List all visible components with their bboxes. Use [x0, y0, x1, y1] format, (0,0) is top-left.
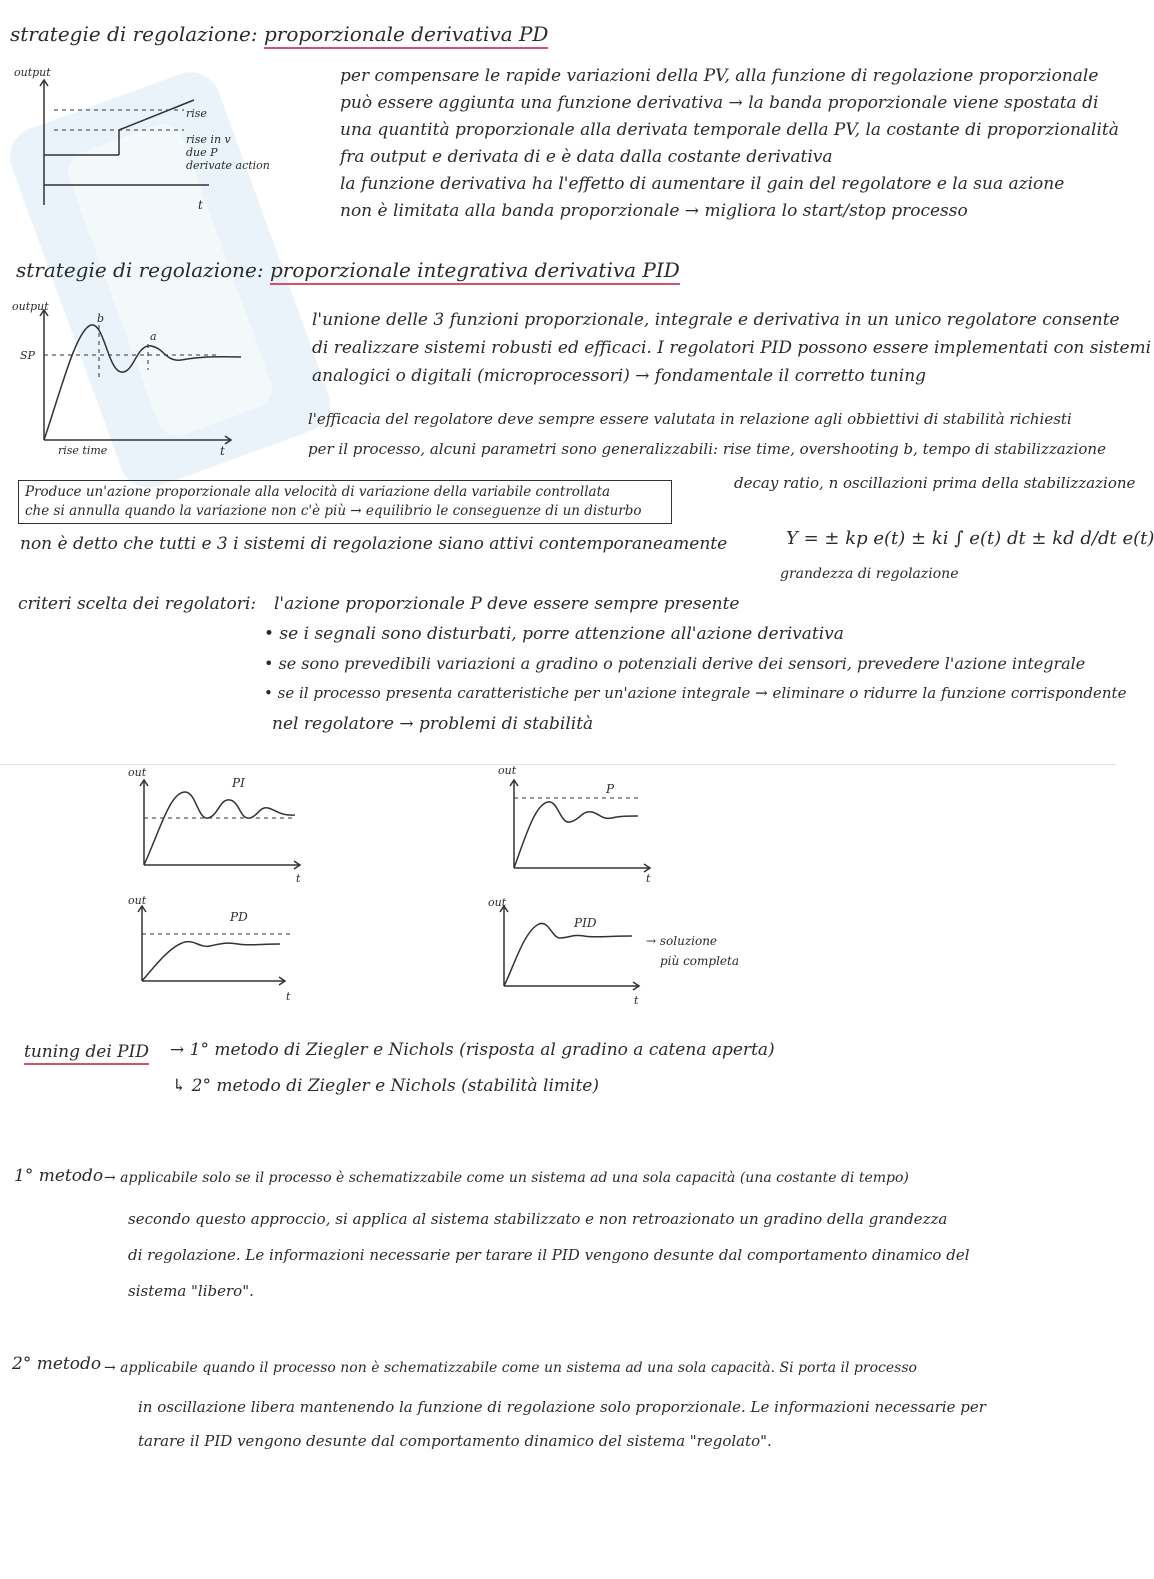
method-2-line: in oscillazione libera mantenendo la funzione di regolazione solo proporzionale. Le informazioni necessarie per: [138, 1398, 986, 1416]
tuning-method-2: [172, 1076, 599, 1096]
page-break-line: [0, 764, 1116, 765]
rise-label: rise: [186, 107, 207, 120]
graph-x-label: t: [296, 872, 301, 885]
tuning-title-text: tuning dei PID: [24, 1042, 149, 1065]
pid-solution-note: → soluzione: [646, 934, 718, 948]
rise-time-label: rise time: [58, 444, 108, 457]
section-pid-title: [16, 258, 680, 282]
pid-step-response-figure: [16, 300, 266, 470]
tuning-method-1: [170, 1040, 775, 1060]
method-1-line: di regolazione. Le informazioni necessarie per tarare il PID vengono desunte dal comportamento dinamico del: [128, 1246, 970, 1264]
pi-response-graph: [130, 770, 320, 890]
graph-title-p: P: [606, 782, 615, 796]
derivate-action-label: derivate action: [186, 159, 270, 172]
due-p-label: due P: [186, 146, 218, 159]
graph-x-label: t: [646, 872, 651, 885]
pid-efficacy-line: l'efficacia del regolatore deve sempre essere valutata in relazione agli obbiettivi di stabilità richiesti: [308, 410, 1072, 428]
method-1-line: sistema "libero".: [128, 1282, 254, 1300]
pid-response-graph: [494, 896, 684, 1001]
derivative-definition-box: [18, 480, 672, 524]
graph-y-label: out: [128, 766, 147, 779]
x-axis-label: t: [220, 444, 225, 458]
graph-title-pd: PD: [230, 910, 248, 924]
pd-text-line: per compensare le rapide variazioni della PV, alla funzione di regolazione proporzionale: [340, 66, 1099, 86]
p-response-graph: [500, 768, 690, 888]
pid-solution-note: più completa: [660, 954, 739, 968]
graph-x-label: t: [286, 990, 291, 1003]
criteria-item: • se i segnali sono disturbati, porre attenzione all'azione derivativa: [264, 624, 844, 644]
graph-y-label: out: [498, 764, 517, 777]
pid-efficacy-line: decay ratio, n oscillazioni prima della stabilizzazione: [734, 474, 1136, 492]
criteria-item: • se sono prevedibili variazioni a gradino o potenziali derive dei sensori, prevedere l'azione integrale: [264, 654, 1086, 673]
title-prefix: strategie di regolazione:: [16, 258, 264, 282]
criteria-item: nel regolatore → problemi di stabilità: [272, 714, 594, 734]
method-2-line: tarare il PID vengono desunte dal comportamento dinamico del sistema "regolato".: [138, 1432, 772, 1450]
graph-y-label: out: [128, 894, 147, 907]
setpoint-label: SP: [20, 349, 35, 362]
pid-formula: Y = ± kp e(t) ± ki ∫ e(t) dt ± kd d/dt e(t): [786, 528, 1154, 549]
pd-response-graph: [130, 896, 320, 1001]
x-axis-label: t: [198, 198, 203, 212]
method-2-line: → applicabile quando il processo non è schematizzabile come un sistema ad una sola capacità. Si porta il processo: [104, 1360, 917, 1376]
overshoot-a-label: a: [150, 330, 157, 343]
method-1-line: → applicabile solo se il processo è schematizzabile come un sistema ad una sola capacità (una costante di tempo): [104, 1170, 909, 1186]
pid-efficacy-line: per il processo, alcuni parametri sono generalizzabili: rise time, overshooting b, tempo di stabilizzazione: [308, 440, 1106, 458]
pid-text-line: l'unione delle 3 funzioni proporzionale, integrale e derivativa in un unico regolatore consente: [312, 310, 1120, 330]
graph-y-label: out: [488, 896, 507, 909]
y-axis-label: output: [12, 300, 49, 313]
box-line: Produce un'azione proporzionale alla velocità di variazione della variabile controllata: [25, 484, 611, 500]
criteria-item: • se il processo presenta caratteristiche per un'azione integrale → eliminare o ridurre la funzione corrispondente: [264, 684, 1127, 702]
tuning-method-2-text: ↳ 2° metodo di Ziegler e Nichols (stabilità limite): [172, 1076, 599, 1096]
title-prefix: strategie di regolazione:: [10, 22, 258, 46]
graph-title-pi: PI: [232, 776, 245, 790]
pd-text-line: fra output e derivata di e è data dalla costante derivativa: [340, 147, 833, 167]
pid-note: non è detto che tutti e 3 i sistemi di regolazione siano attivi contemporaneamente: [20, 534, 728, 554]
pid-text-line: di realizzare sistemi robusti ed efficaci. I regolatori PID possono essere implementati con sistemi: [312, 338, 1152, 358]
box-line: che si annulla quando la variazione non c'è più → equilibrio le conseguenze di un disturbo: [25, 503, 642, 519]
tuning-method-1-text: → 1° metodo di Ziegler e Nichols (risposta al gradino a catena aperta): [170, 1040, 775, 1060]
y-axis-label: output: [14, 66, 51, 79]
section-pd-title: [10, 22, 548, 46]
method-1-label: 1° metodo: [14, 1166, 104, 1186]
criteria-title: criteri scelta dei regolatori:: [18, 594, 257, 614]
rise-in-v-label: rise in v: [186, 133, 231, 146]
formula-note: grandezza di regolazione: [780, 566, 959, 582]
graph-x-label: t: [634, 994, 639, 1007]
pid-text-line: analogici o digitali (microprocessori) → fondamentale il corretto tuning: [312, 366, 927, 386]
graph-title-pid: PID: [574, 916, 597, 930]
title-underlined: proporzionale derivativa PD: [264, 22, 549, 49]
pd-text-line: può essere aggiunta una funzione derivativa → la banda proporzionale viene spostata di: [340, 93, 1099, 113]
pd-text-line: non è limitata alla banda proporzionale → migliora lo start/stop processo: [340, 201, 968, 221]
pd-text-line: la funzione derivativa ha l'effetto di aumentare il gain del regolatore e la sua azione: [340, 174, 1065, 194]
overshoot-b-label: b: [97, 312, 105, 325]
method-1-line: secondo questo approccio, si applica al sistema stabilizzato e non retroazionato un gradino della grandezza: [128, 1210, 948, 1228]
pd-text-line: una quantità proporzionale alla derivata temporale della PV, la costante di proporzionalità: [340, 120, 1119, 140]
tuning-title: [24, 1042, 149, 1062]
title-underlined: proporzionale integrativa derivativa PID: [270, 258, 680, 285]
method-2-label: 2° metodo: [12, 1354, 102, 1374]
criteria-item: l'azione proporzionale P deve essere sempre presente: [274, 594, 740, 614]
